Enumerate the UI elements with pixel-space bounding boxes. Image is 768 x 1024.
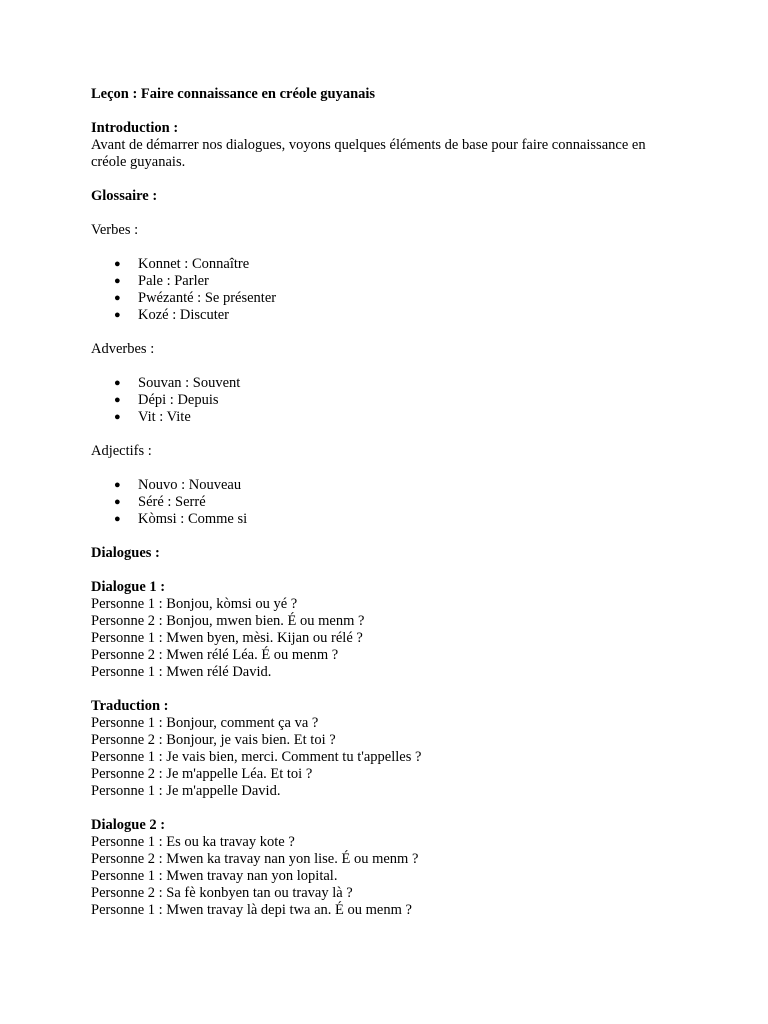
dialogue-line: Personne 2 : Mwen rélé Léa. É ou menm ? [91,647,339,663]
list-item: ● Séré : Serré [114,494,206,510]
dialogue-line: Personne 1 : Mwen rélé David. [91,664,272,680]
dialogue-line: Personne 1 : Mwen travay là depi twa an. É ou menm ? [91,902,412,918]
list-item: ● Kozé : Discuter [114,307,229,323]
dialogue-line: Personne 2 : Sa fè konbyen tan ou travay là ? [91,885,353,901]
glossaire-heading: Glossaire : [91,188,158,204]
traduction-line: Personne 1 : Bonjour, comment ça va ? [91,715,319,731]
dialogue-1-heading: Dialogue 1 : [91,579,166,595]
bullet-icon: ● [114,258,121,270]
bullet-icon: ● [114,309,121,321]
bullet-icon: ● [114,377,121,389]
dialogue-line: Personne 2 : Mwen ka travay nan yon lise. É ou menm ? [91,851,419,867]
adverbes-label: Adverbes : [91,341,155,357]
bullet-icon: ● [114,479,121,491]
traduction-line: Personne 1 : Je vais bien, merci. Comment tu t'appelles ? [91,749,422,765]
traduction-line: Personne 2 : Je m'appelle Léa. Et toi ? [91,766,313,782]
adverbes-list [91,375,691,426]
verbes-list [91,256,691,324]
list-item: ● Dépi : Depuis [114,392,219,408]
list-item: ● Pale : Parler [114,273,209,289]
list-item: ● Vit : Vite [114,409,191,425]
list-item: ● Souvan : Souvent [114,375,241,391]
list-item: ● Kòmsi : Comme si [114,511,248,527]
introduction-text: Avant de démarrer nos dialogues, voyons quelques éléments de base pour faire connaissance en créole guyanais. [91,137,646,170]
dialogue-line: Personne 2 : Bonjou, mwen bien. É ou menm ? [91,613,365,629]
traduction-line: Personne 2 : Bonjour, je vais bien. Et toi ? [91,732,336,748]
adjectifs-list [91,477,691,528]
bullet-icon: ● [114,496,121,508]
traduction-heading: Traduction : [91,698,169,714]
adjectifs-label: Adjectifs : [91,443,152,459]
bullet-icon: ● [114,394,121,406]
dialogue-line: Personne 1 : Bonjou, kòmsi ou yé ? [91,596,298,612]
traduction-line: Personne 1 : Je m'appelle David. [91,783,281,799]
list-item: ● Nouvo : Nouveau [114,477,242,493]
dialogue-2-heading: Dialogue 2 : [91,817,166,833]
bullet-icon: ● [114,513,121,525]
bullet-icon: ● [114,292,121,304]
verbes-label: Verbes : [91,222,139,238]
document-page [91,86,691,919]
lesson-title: Leçon : Faire connaissance en créole guyanais [91,86,376,102]
list-item: ● Pwézanté : Se présenter [114,290,277,306]
introduction-heading: Introduction : [91,120,179,136]
dialogue-line: Personne 1 : Mwen travay nan yon lopital. [91,868,338,884]
dialogues-heading: Dialogues : [91,545,160,561]
bullet-icon: ● [114,411,121,423]
dialogue-line: Personne 1 : Mwen byen, mèsi. Kijan ou rélé ? [91,630,363,646]
dialogue-line: Personne 1 : Es ou ka travay kote ? [91,834,295,850]
bullet-icon: ● [114,275,121,287]
list-item: ● Konnet : Connaître [114,256,250,272]
